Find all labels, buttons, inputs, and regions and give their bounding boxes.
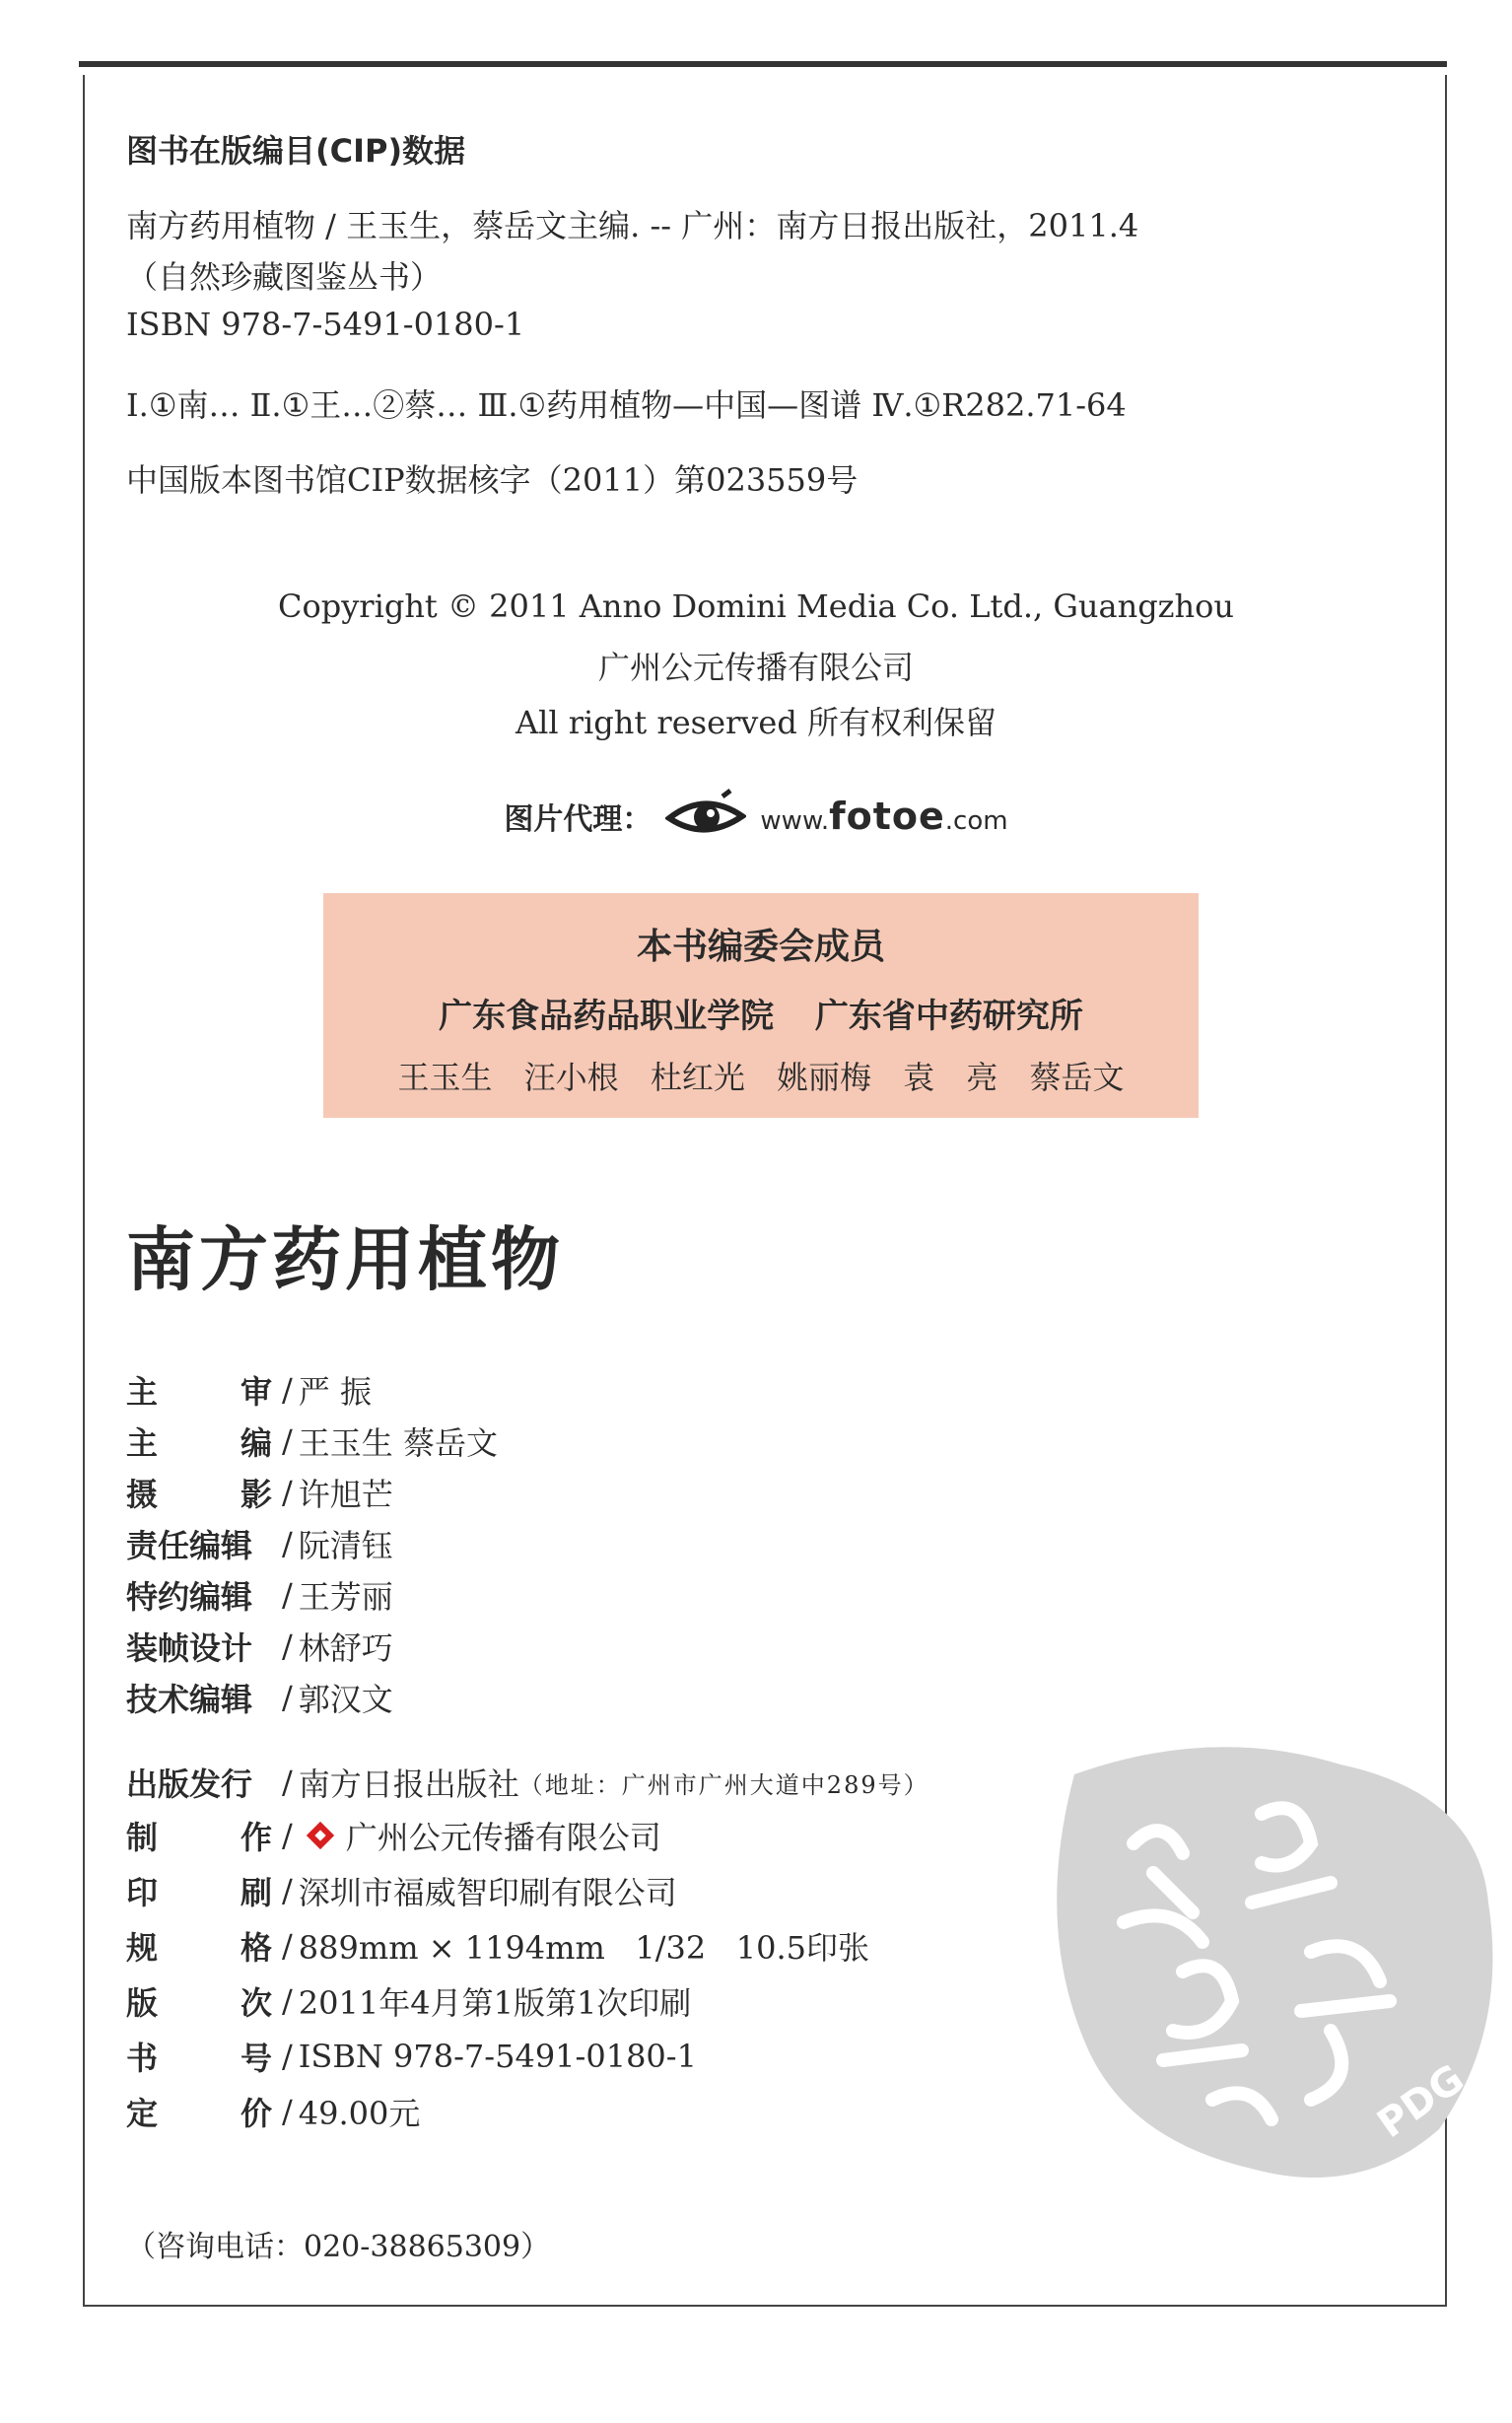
publisher-label: 出版发行	[126, 1765, 253, 1803]
separator: /	[282, 2093, 293, 2130]
price-row	[126, 2084, 929, 2139]
fotoe-url-suffix: .com	[944, 806, 1008, 836]
separator: /	[282, 2038, 293, 2075]
seal-mark: PDG	[1369, 2055, 1473, 2148]
label-char: 制	[126, 1819, 159, 1856]
label-char: 主	[126, 1373, 159, 1411]
label-char: 编	[240, 1424, 272, 1462]
copyright-rights: All right reserved 所有权利保留	[515, 704, 997, 741]
credit-label	[126, 1367, 272, 1413]
credit-row-reviewer	[126, 1364, 929, 1416]
credit-value: 严 振	[298, 1373, 372, 1411]
label-char: 影	[240, 1476, 272, 1513]
watermark-seal-icon	[1015, 1705, 1508, 2198]
credit-label: 责任编辑	[126, 1527, 253, 1564]
separator: /	[282, 1474, 293, 1511]
label-char: 书	[126, 2040, 159, 2077]
fotoe-url-prefix: www.	[760, 806, 830, 836]
credit-row-technical-editor	[126, 1672, 929, 1723]
producer-value: 广州公元传播有限公司	[345, 1819, 661, 1856]
fotoe-eye-icon	[665, 789, 746, 844]
cip-isbn: ISBN 978-7-5491-0180-1	[126, 306, 525, 343]
label-char: 主	[126, 1424, 159, 1462]
cip-heading: 图书在版编目(CIP)数据	[126, 132, 466, 170]
separator: /	[282, 1576, 293, 1614]
label-char: 刷	[240, 1874, 272, 1911]
fotoe-link[interactable]	[760, 795, 1007, 838]
label-char: 印	[126, 1874, 159, 1911]
separator: /	[282, 1422, 293, 1460]
board-members: 王玉生 汪小根 杜红光 姚丽梅 袁 亮 蔡岳文	[397, 1059, 1125, 1096]
credit-label: 装帧设计	[126, 1629, 253, 1667]
credit-row-designer	[126, 1621, 929, 1672]
copyright-company: 广州公元传播有限公司	[597, 649, 914, 686]
edition-value: 2011年4月第1版第1次印刷	[298, 1984, 692, 2022]
photo-agent	[0, 789, 1512, 844]
printer-row	[126, 1863, 929, 1918]
editorial-board-box	[323, 893, 1199, 1118]
separator: /	[282, 1371, 293, 1409]
book-number-label	[126, 2034, 272, 2079]
credit-label: 技术编辑	[126, 1681, 253, 1718]
label-char: 审	[240, 1373, 272, 1411]
label-char: 摄	[126, 1476, 159, 1513]
publisher-address: （地址：广州市广州大道中289号）	[518, 1770, 929, 1799]
producer-logo-icon	[307, 1822, 334, 1849]
separator: /	[282, 1872, 293, 1909]
cip-series: （自然珍藏图鉴丛书）	[126, 258, 443, 296]
printer-label	[126, 1868, 272, 1913]
edition-label	[126, 1978, 272, 2024]
label-char: 价	[240, 2095, 272, 2132]
separator: /	[282, 1525, 293, 1562]
credit-label: 特约编辑	[126, 1578, 253, 1616]
label-char: 定	[126, 2095, 159, 2132]
cip-line-1: 南方药用植物 / 王玉生，蔡岳文主编. -- 广州：南方日报出版社，2011.4	[126, 207, 1139, 244]
board-organizations: 广东食品药品职业学院 广东省中药研究所	[439, 997, 1083, 1036]
publisher-row	[126, 1757, 929, 1808]
producer-row	[126, 1808, 929, 1863]
board-title: 本书编委会成员	[636, 926, 885, 967]
credit-value: 阮清钰	[298, 1527, 393, 1564]
cip-number: 中国版本图书馆CIP数据核字（2011）第023559号	[126, 461, 859, 499]
label-char: 次	[240, 1984, 272, 2022]
inquiry-phone: （咨询电话：020-38865309）	[126, 2230, 551, 2264]
format-label	[126, 1923, 272, 1969]
separator: /	[282, 1927, 293, 1965]
separator: /	[282, 1982, 293, 2020]
credit-label	[126, 1419, 272, 1464]
edition-row	[126, 1973, 929, 2029]
spacer	[126, 1723, 929, 1757]
publisher-value: 南方日报出版社	[298, 1765, 519, 1803]
credit-value: 林舒巧	[298, 1629, 393, 1667]
book-number-value: ISBN 978-7-5491-0180-1	[298, 2038, 697, 2075]
book-title: 南方药用植物	[126, 1218, 564, 1300]
top-rule	[79, 61, 1447, 67]
credit-value: 王芳丽	[298, 1578, 393, 1616]
credit-value: 郭汉文	[298, 1681, 393, 1718]
copyright-line: Copyright © 2011 Anno Domini Media Co. Ltd., Guangzhou	[277, 588, 1235, 625]
format-row	[126, 1918, 929, 1973]
credit-value: 许旭芒	[298, 1476, 393, 1513]
separator: /	[282, 1679, 293, 1716]
credits-list	[126, 1364, 929, 2139]
credit-row-contributing-editor	[126, 1569, 929, 1621]
format-value: 889mm × 1194mm 1/32 10.5印张	[298, 1929, 869, 1967]
credit-row-editor	[126, 1416, 929, 1467]
separator: /	[282, 1764, 293, 1801]
credit-label	[126, 1470, 272, 1515]
cip-classification: Ⅰ.①南… Ⅱ.①王…②蔡… Ⅲ.①药用植物—中国—图谱 Ⅳ.①R282.71-64	[126, 386, 1127, 424]
credit-row-photographer	[126, 1467, 929, 1518]
price-value: 49.00元	[298, 2095, 421, 2132]
price-label	[126, 2089, 272, 2134]
credit-value: 王玉生 蔡岳文	[298, 1424, 498, 1462]
separator: /	[282, 1817, 293, 1854]
label-char: 规	[126, 1929, 159, 1967]
label-char: 作	[240, 1819, 272, 1856]
photo-agent-label: 图片代理：	[504, 802, 653, 837]
credit-row-responsible-editor	[126, 1518, 929, 1569]
fotoe-url-brand: fotoe	[829, 795, 945, 838]
label-char: 号	[240, 2040, 272, 2077]
book-number-row	[126, 2029, 929, 2084]
printer-value: 深圳市福威智印刷有限公司	[298, 1874, 677, 1911]
label-char: 版	[126, 1984, 159, 2022]
producer-label	[126, 1813, 272, 1858]
label-char: 格	[240, 1929, 272, 1967]
separator: /	[282, 1627, 293, 1665]
